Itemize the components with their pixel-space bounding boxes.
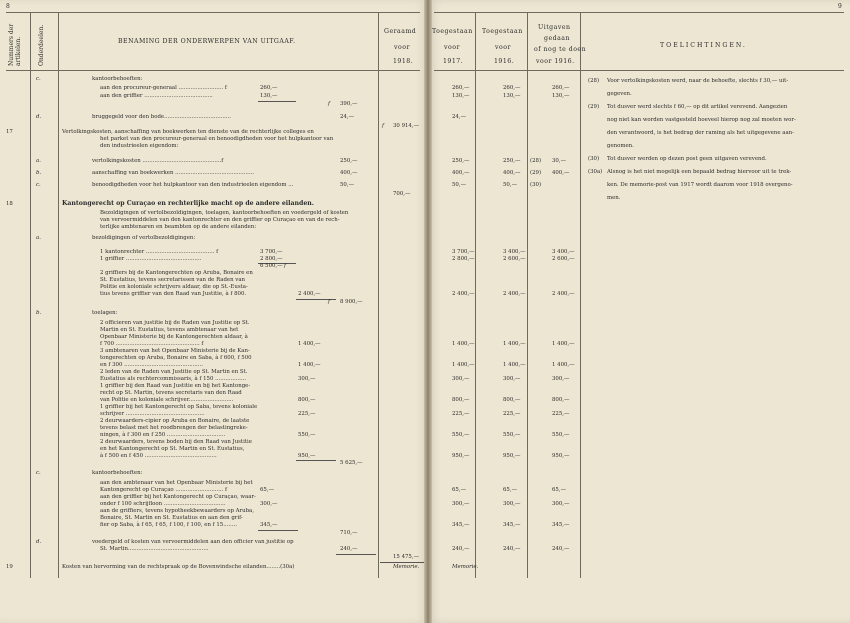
- subdivision-letter: c.: [36, 470, 41, 476]
- note-text: Alsnog is het niet mogelijk een bepaald bedrag hiervoor uit te trek-: [607, 169, 792, 175]
- item-description: onder f 100 schrijfloon ....................................: [100, 501, 226, 507]
- item-description: kantoorbehoeften:: [92, 76, 143, 82]
- col-rule-4: [475, 12, 476, 578]
- sum-line: [380, 562, 424, 563]
- approved-1917: 50,—: [452, 182, 466, 188]
- inner-amount: 65,—: [260, 487, 274, 493]
- item-description: van vervoermiddelen van den kantonrechter en den griffier op Curaçao en van de rech-: [100, 217, 340, 223]
- item-description: terlijke ambtenaren en beambten op de andere eilanden:: [100, 224, 257, 230]
- item-description: tongerechten op Aruba, Bonaire en Saba, à f 600, f 500: [100, 355, 252, 361]
- header-estimate-3: 1918.: [393, 58, 414, 65]
- approved-1917: 550,—: [452, 432, 470, 438]
- approved-1917: 2 400,—: [452, 291, 475, 297]
- subdivision-letter: b.: [36, 170, 42, 176]
- spent-1916: 3 400,—: [552, 249, 575, 255]
- note-text: Tot dusver werd slechts f 60,— op dit artikel verevend. Aangezien: [607, 104, 788, 110]
- item-description: 2 officieren van justitie bij de Raden van Justitie op St.: [100, 320, 250, 326]
- subtotal-amount: 400,—: [340, 170, 358, 176]
- estimate-1918: 15 475,—: [393, 554, 419, 560]
- spent-1916: 65,—: [552, 487, 566, 493]
- header-spent-3: of nog te doen: [534, 46, 587, 53]
- item-description: 2 deurwaarders, tevens boden bij den Raad van Justitie: [100, 439, 252, 445]
- item-description: het parket van den procureur-generaal en benoodigdheden voor het hulpkantoor van: [100, 136, 334, 142]
- inner-amount: 2 800,—: [260, 256, 283, 262]
- inner-amount: 1 400,—: [298, 341, 321, 347]
- inner-amount: 300,—: [260, 501, 278, 507]
- spent-1916: 225,—: [552, 411, 570, 417]
- right-page: [428, 0, 850, 623]
- item-description: vertolkingskosten ..............................................f: [92, 158, 224, 164]
- header-estimate-2: voor: [394, 44, 410, 51]
- item-description: aan den griffier bij het Kantongerecht op Curaçao, waar-: [100, 494, 256, 500]
- item-description: Bezoldigingen of vertolbezoldigingen, toelagen, kantoorbehoeften en voedergeld of kosten: [100, 210, 349, 216]
- item-description: Politie en koloniale schrijvers aldaar, die op St.-Eusta-: [100, 284, 248, 290]
- item-description: Kantongerecht op Curaçao en rechterlijke macht op de andere eilanden.: [62, 200, 314, 207]
- approved-1917: 240,—: [452, 546, 470, 552]
- book-gutter: [424, 0, 432, 623]
- item-description: benoodigdheden voor het hulpkantoor van den industrieelen eigendom ...: [92, 182, 294, 188]
- item-description: 2 leden van de Raden van Justitie op St. Martin en St.: [100, 369, 248, 375]
- spent-1916: 260,—: [552, 85, 570, 91]
- subdivision-letter: d.: [36, 114, 42, 120]
- approved-1916: 130,—: [503, 93, 521, 99]
- item-description: aan den ambtenaar van het Openbaar Ministerie bij het: [100, 480, 253, 486]
- note-label: (30a): [588, 169, 603, 175]
- article-number: 18: [6, 201, 13, 207]
- col-rule-6: [580, 12, 581, 578]
- item-description: aanschaffing van boekwerken ..............................................: [92, 170, 255, 176]
- subtotal-amount: 390,—: [340, 101, 358, 107]
- item-description: Kosten van hervorming van de rechtspraak op de Bovenwindsche eilanden........(30a): [62, 564, 295, 570]
- item-description: bruggegeld voor den bode.......................................: [92, 114, 231, 120]
- note-reference: (28): [530, 158, 542, 164]
- item-description: Eustatius als rechtercommissaris, à f 150 ..................: [100, 376, 246, 382]
- approved-1916: 300,—: [503, 501, 521, 507]
- inner-amount: 130,—: [260, 93, 278, 99]
- approved-1917: 3 700,—: [452, 249, 475, 255]
- note-label: (30): [588, 156, 600, 162]
- note-reference: (30): [530, 182, 542, 188]
- subtotal-amount: 5 625,—: [340, 460, 363, 466]
- note-text: nog niet kan worden vastgesteld hoeveel hierop nog zal moeten wor-: [607, 117, 796, 123]
- item-description: à f 500 en f 450 ..........................................: [100, 453, 217, 459]
- approved-1916: 550,—: [503, 432, 521, 438]
- approved-1917: 1 400,—: [452, 341, 475, 347]
- item-description: Kantongerecht op Curaçao ............................ f: [100, 487, 228, 493]
- header-1916-3: 1916.: [494, 58, 515, 65]
- item-description: 2 deurwaarders-cipier op Aruba en Bonaire, de laatste: [100, 418, 250, 424]
- note-text: Voor vertolkingskosten werd, naar de behoefte, slechts f 30,— uit-: [607, 78, 789, 84]
- approved-1917: 345,—: [452, 522, 470, 528]
- subdivision-letter: c.: [36, 182, 41, 188]
- item-description: 3 ambtenaren van het Openbaar Ministerie bij de Kan-: [100, 348, 250, 354]
- sum-line: [296, 460, 336, 461]
- approved-1916: 300,—: [503, 376, 521, 382]
- left-page-number: 8: [6, 3, 10, 10]
- subtotal-amount: 50,—: [340, 182, 354, 188]
- inner-amount: 345,—: [260, 522, 278, 528]
- item-description: 2 griffiers bij de Kantongerechten op Aruba, Bonaire en: [100, 270, 253, 276]
- subtotal-amount: 8 900,—: [340, 299, 363, 305]
- item-description: voedergeld of kosten van vervoermiddelen aan den officier van justitie op: [92, 539, 294, 545]
- approved-1916: 950,—: [503, 453, 521, 459]
- note-text: ken. De memorie-post van 1917 wordt daarom voor 1918 overgeno-: [607, 182, 793, 188]
- col-rule-5: [527, 12, 528, 578]
- inner-amount: 1 400,—: [298, 362, 321, 368]
- subtotal-amount: 24,—: [340, 114, 354, 120]
- spent-1916: 130,—: [552, 93, 570, 99]
- note-text: men.: [607, 195, 621, 201]
- approved-1917: 400,—: [452, 170, 470, 176]
- note-text: genomen.: [607, 143, 634, 149]
- note-reference: (29): [530, 170, 542, 176]
- approved-1917: 260,—: [452, 85, 470, 91]
- approved-1916: 1 400,—: [503, 362, 526, 368]
- item-description: 1 griffier bij het Kantongerecht op Saba, tevens koloniale: [100, 404, 258, 410]
- right-page-number: 9: [838, 3, 842, 10]
- header-spent-2: gedaan: [544, 35, 570, 42]
- article-number: 19: [6, 564, 13, 570]
- header-1916-1: Toegestaan: [482, 28, 523, 35]
- spent-1916: 1 400,—: [552, 362, 575, 368]
- item-description: Openbaar Ministerie bij de Kantongerechten aldaar, à: [100, 334, 248, 340]
- subdivision-letter: d.: [36, 539, 42, 545]
- estimate-1918: 700,—: [393, 191, 411, 197]
- approved-1917: 2 800,—: [452, 256, 475, 262]
- header-1917-1: Toegestaan: [432, 28, 473, 35]
- inner-amount: 225,—: [298, 411, 316, 417]
- article-number: 17: [6, 129, 13, 135]
- header-estimate-1: Geraamd: [384, 28, 417, 35]
- spent-1916: 800,—: [552, 397, 570, 403]
- item-description: 1 kantonrechter ........................................ f: [100, 249, 219, 255]
- spent-1916: 300,—: [552, 501, 570, 507]
- item-description: tius tevens griffier van den Raad van Justitie, à f 800.: [100, 291, 247, 297]
- inner-amount: 3 700,—: [260, 249, 283, 255]
- item-description: toelagen:: [92, 310, 118, 316]
- note-text: den verantwoord, is het bedrag der raming als het uitgegevene aan-: [607, 130, 794, 136]
- spent-1916: 30,—: [552, 158, 566, 164]
- header-spent-4: voor 1916.: [536, 58, 575, 65]
- approved-1917: 950,—: [452, 453, 470, 459]
- approved-1917: 225,—: [452, 411, 470, 417]
- item-description: St. Eustatius, tevens secretarissen van de Raden van: [100, 277, 246, 283]
- item-description: fier op Saba, à f 65, f 65, f 100, f 100, en f 15........: [100, 522, 237, 528]
- item-description: aan de griffiers, tevens hypotheekbewaarders op Aruba,: [100, 508, 254, 514]
- header-article-numbers: Nummers der artikelen.: [8, 23, 22, 66]
- subtotal-amount: 250,—: [340, 158, 358, 164]
- item-description: St. Martin...............................................: [100, 546, 209, 552]
- col-rule-1: [30, 12, 31, 578]
- header-spent-1: Uitgaven: [538, 24, 571, 31]
- item-description: 1 griffier ............................................: [100, 256, 202, 262]
- item-description: en het Kantongerecht op St. Martin en St. Eustatius,: [100, 446, 245, 452]
- approved-1917: 130,—: [452, 93, 470, 99]
- spent-1916: 2 400,—: [552, 291, 575, 297]
- inner-amount: 950,—: [298, 453, 316, 459]
- approved-1916: 250,—: [503, 158, 521, 164]
- spent-1916: 950,—: [552, 453, 570, 459]
- inner-amount: 260,—: [260, 85, 278, 91]
- subdivision-letter: a.: [36, 235, 41, 241]
- header-1917-3: 1917.: [443, 58, 464, 65]
- item-description: f 700 ................................................. f: [100, 341, 204, 347]
- sum-line: [258, 101, 296, 102]
- approved-1917: 65,—: [452, 487, 466, 493]
- item-description: kantoorbehoeften:: [92, 470, 143, 476]
- subdivision-letter: c.: [36, 76, 41, 82]
- note-text: Tot dusver werden op dezen post geen uitgaven verevend.: [607, 156, 767, 162]
- item-description: van Politie en koloniale schrijver..........................: [100, 397, 234, 403]
- inner-amount: 2 400,—: [298, 291, 321, 297]
- approved-1917: 24,—: [452, 114, 466, 120]
- header-1917-2: voor: [444, 44, 460, 51]
- subtotal-amount: 710,—: [340, 530, 358, 536]
- approved-1916: 240,—: [503, 546, 521, 552]
- header-description: BENAMING DER ONDERWERPEN VAN UITGAAF.: [118, 38, 296, 45]
- spent-1916: 550,—: [552, 432, 570, 438]
- item-description: bezoldigingen of vertolbezoldigingen:: [92, 235, 196, 241]
- approved-1917: 300,—: [452, 376, 470, 382]
- inner-amount: 800,—: [298, 397, 316, 403]
- approved-1916: 800,—: [503, 397, 521, 403]
- col-rule-3: [378, 12, 379, 578]
- guilder-sign: f: [284, 263, 286, 269]
- guilder-sign: f: [328, 299, 330, 305]
- col-rule-2: [58, 12, 59, 578]
- estimate-1918: 30 914,—: [393, 123, 419, 129]
- spent-1916: 2 600,—: [552, 256, 575, 262]
- note-label: (28): [588, 78, 600, 84]
- item-description: recht op St. Martin, tevens secretaris van den Raad: [100, 390, 242, 396]
- approved-1917: Memorie.: [452, 564, 479, 570]
- sum-line: [258, 530, 298, 531]
- item-description: Bonaire, St. Martin en St. Eustatius en aan den grif-: [100, 515, 243, 521]
- inner-amount: 6 500,—: [260, 263, 283, 269]
- item-description: Martin en St. Eustatius, tevens ambtenaar van het: [100, 327, 239, 333]
- approved-1916: 260,—: [503, 85, 521, 91]
- item-description: aan den griffier ........................................: [100, 93, 213, 99]
- header-bottom-rule-right: [434, 70, 844, 71]
- inner-amount: 550,—: [298, 432, 316, 438]
- item-description: ningen, à f 300 en f 250 ..................................: [100, 432, 226, 438]
- item-description: schrijver ..............................................: [100, 411, 205, 417]
- item-description: 1 griffier bij den Raad van Justitie en bij het Kantonge-: [100, 383, 251, 389]
- approved-1916: 225,—: [503, 411, 521, 417]
- subdivision-letter: b.: [36, 310, 42, 316]
- item-description: tevens belast met het roodbrengen der belastingreke-: [100, 425, 248, 431]
- spent-1916: 1 400,—: [552, 341, 575, 347]
- header-top-rule-right: [434, 12, 844, 13]
- approved-1917: 250,—: [452, 158, 470, 164]
- item-description: Vertolkingskosten, aanschaffing van boekwerken ten dienste van de rechterlijke colleges en: [62, 129, 314, 135]
- approved-1916: 345,—: [503, 522, 521, 528]
- header-1916-2: voor: [495, 44, 511, 51]
- approved-1916: 2 600,—: [503, 256, 526, 262]
- approved-1916: 1 400,—: [503, 341, 526, 347]
- subdivision-letter: a.: [36, 158, 41, 164]
- note-text: gegeven.: [607, 91, 632, 97]
- item-description: en f 300 ..............................................: [100, 362, 203, 368]
- header-bottom-rule: [6, 70, 420, 71]
- estimate-1918: Memorie.: [393, 564, 420, 570]
- approved-1916: 65,—: [503, 487, 517, 493]
- approved-1917: 300,—: [452, 501, 470, 507]
- subtotal-amount: 240,—: [340, 546, 358, 552]
- inner-amount: 300,—: [298, 376, 316, 382]
- header-notes: TOELICHTINGEN.: [660, 42, 747, 49]
- header-subdivisions: Onderdeelen.: [38, 24, 45, 66]
- header-top-rule: [6, 12, 420, 13]
- guilder-sign: f: [328, 101, 330, 107]
- approved-1916: 400,—: [503, 170, 521, 176]
- approved-1916: 50,—: [503, 182, 517, 188]
- spent-1916: 240,—: [552, 546, 570, 552]
- item-description: aan den procureur-generaal .......................... f: [100, 85, 227, 91]
- spent-1916: 345,—: [552, 522, 570, 528]
- guilder-sign: f: [382, 123, 384, 129]
- approved-1916: 3 400,—: [503, 249, 526, 255]
- sum-line: [336, 554, 376, 555]
- item-description: den industrieelen eigendom:: [100, 143, 179, 149]
- sum-line: [296, 299, 336, 300]
- spent-1916: 400,—: [552, 170, 570, 176]
- approved-1916: 2 400,—: [503, 291, 526, 297]
- approved-1917: 800,—: [452, 397, 470, 403]
- approved-1917: 1 400,—: [452, 362, 475, 368]
- spent-1916: 300,—: [552, 376, 570, 382]
- note-label: (29): [588, 104, 600, 110]
